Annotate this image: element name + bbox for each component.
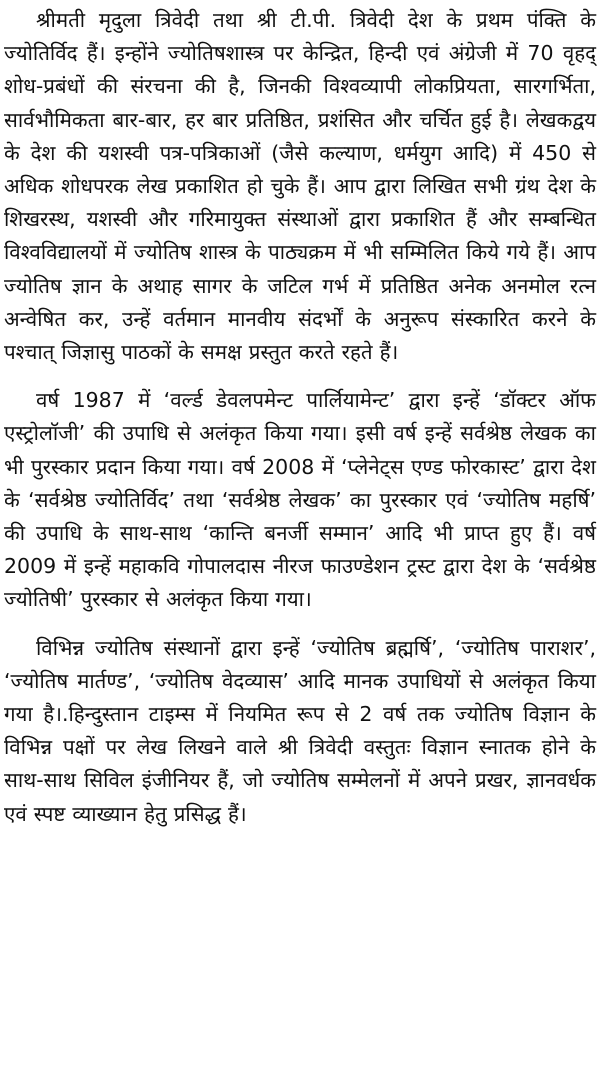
paragraph-authors-intro: श्रीमती मृदुला त्रिवेदी तथा श्री टी.पी. त्रिवेदी देश के प्रथम पंक्ति के ज्योतिर्विद हैं। इन्होंने ज्योतिषशास्त्र पर केन्द्रित, हिन्दी एवं अंग्रेजी में 70 वृहद् शोध-प्रबंधों की संरचना की है, जिनकी विश्वव्यापी लोकप्रियता, सारगर्भिता, सार्वभौमिकता बार-बार, हर बार प्रतिष्ठित, प्रशंसित और चर्चित हुई है। लेखकद्वय के देश की यशस्वी पत्र-पत्रिकाओं (जैसे कल्याण, धर्मयुग आदि) में 450 से अधिक शोधपरक लेख प्रकाशित हो चुके हैं। आप द्वारा लिखित सभी ग्रंथ देश के शिखरस्थ, यशस्वी और गरिमायुक्त संस्थाओं द्वारा प्रकाशित हैं और सम्बन्धित विश्वविद्यालयों में ज्योतिष शास्त्र के पाठ्यक्रम में भी सम्मिलित किये गये हैं। आप ज्योतिष ज्ञान के अथाह सागर के जटिल गर्भ में प्रतिष्ठित अनेक अनमोल रत्न अन्वेषित कर, उन्हें वर्तमान मानवीय संदर्भों के अनुरूप संस्कारित करने के पश्चात् जिज्ञासु पाठकों के समक्ष प्रस्तुत करते रहते हैं। <box>4 8 596 365</box>
paragraph-titles-and-profile: विभिन्न ज्योतिष संस्थानों द्वारा इन्हें ‘ज्योतिष ब्रह्मर्षि’, ‘ज्योतिष पाराशर’, ‘ज्योतिष मार्तण्ड’, ‘ज्योतिष वेदव्यास’ आदि मानक उपाधियों से अलंकृत किया गया है।.हिन्दुस्तान टाइम्स में नियमित रूप से 2 वर्ष तक ज्योतिष विज्ञान के विभिन्न पक्षों पर लेख लिखने वाले श्री त्रिवेदी वस्तुतः विज्ञान स्नातक होने के साथ-साथ सिविल इंजीनियर हैं, जो ज्योतिष सम्मेलनों में अपने प्रखर, ज्ञानवर्धक एवं स्पष्ट व्याख्यान हेतु प्रसिद्ध हैं। <box>4 635 596 826</box>
paragraph-awards: वर्ष 1987 में ‘वर्ल्ड डेवलपमेन्ट पार्लियामेन्ट’ द्वारा इन्हें ‘डॉक्टर ऑफ एस्ट्रोलॉजी’ की उपाधि से अलंकृत किया गया। इसी वर्ष इन्हें सर्वश्रेष्ठ लेखक का भी पुरस्कार प्रदान किया गया। वर्ष 2008 में ‘प्लेनेट्स एण्ड फोरकास्ट’ द्वारा देश के ‘सर्वश्रेष्ठ ज्योतिर्विद’ तथा ‘सर्वश्रेष्ठ लेखक’ का पुरस्कार एवं ‘ज्योतिष महर्षि’ की उपाधि के साथ-साथ ‘कान्ति बनर्जी सम्मान’ आदि भी प्राप्त हुए हैं। वर्ष 2009 में इन्हें महाकवि गोपालदास नीरज फाउण्डेशन ट्रस्ट द्वारा देश के ‘सर्वश्रेष्ठ ज्योतिषी’ पुरस्कार से अलंकृत किया गया। <box>4 388 596 612</box>
